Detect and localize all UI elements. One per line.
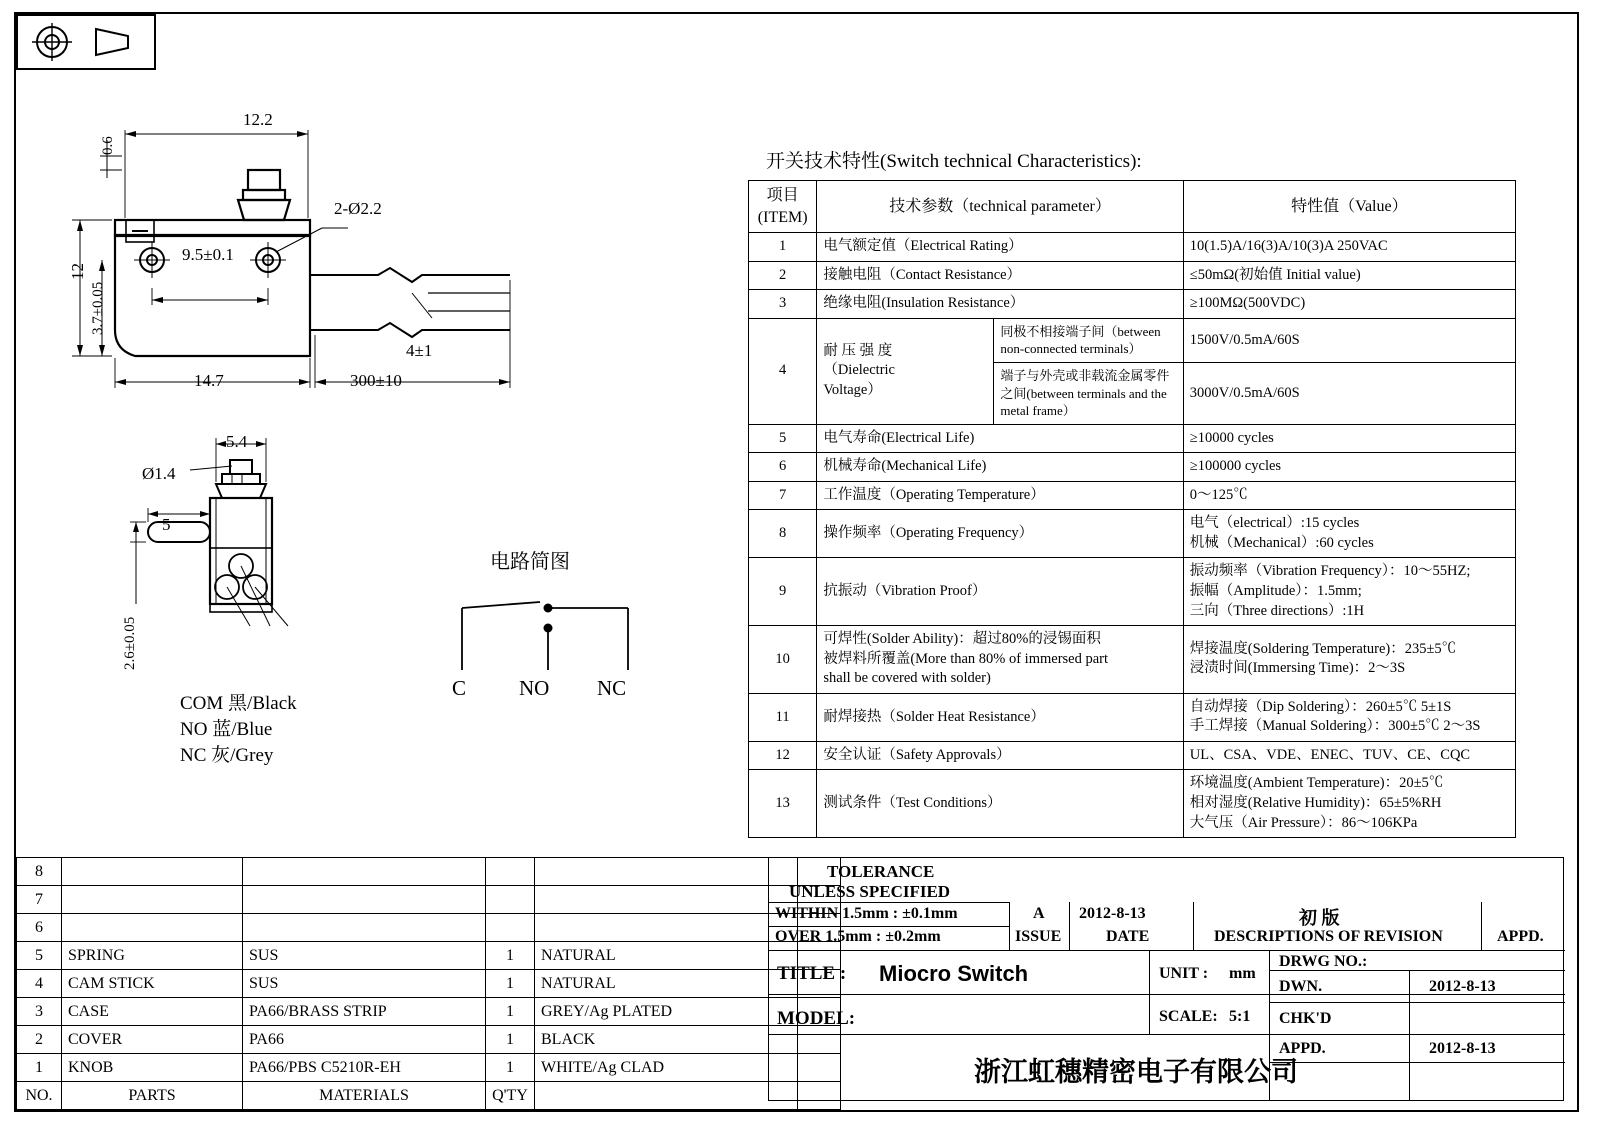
spec-row-no: 3 <box>749 290 817 319</box>
parts-footer-qty: Q'TY <box>486 1082 535 1110</box>
issue-label: ISSUE <box>1015 928 1062 945</box>
spec-row-no: 2 <box>749 261 817 290</box>
revision-description-value: 初 版 <box>1299 908 1340 928</box>
spec-row-param: 绝缘电阻(Insulation Resistance） <box>817 290 1183 319</box>
air-pressure: 大气压（Air Pressure）：86～106KPa <box>1189 814 1418 831</box>
part-qty: 1 <box>486 1054 535 1082</box>
spec-row-value <box>1183 510 1515 558</box>
parts-footer-no: NO. <box>17 1082 62 1110</box>
spec-row-no: 13 <box>749 770 817 838</box>
spec-row-12 <box>749 741 1516 770</box>
dim-0-6: 0.6 <box>100 136 116 155</box>
revision-date-label: DATE <box>1106 928 1150 945</box>
parts-footer-row <box>17 1082 841 1110</box>
parts-footer-parts: PARTS <box>62 1082 243 1110</box>
parts-list-table <box>16 857 841 1110</box>
solder-ability-l1: 可焊性(Solder Ability)：超过80%的浸锡面积 <box>823 631 1101 648</box>
scale-label: SCALE: <box>1159 1008 1218 1025</box>
spec-row-5 <box>749 424 1516 453</box>
op-freq-mechanical: 机械（Mechanical）:60 cycles <box>1189 534 1374 551</box>
model-label: MODEL: <box>777 1008 856 1029</box>
spec-row-6 <box>749 453 1516 482</box>
dim-300: 300±10 <box>350 371 402 390</box>
part-material <box>243 858 486 886</box>
tb-line <box>1069 902 1070 950</box>
part-no: 4 <box>17 970 62 998</box>
part-qty: 1 <box>486 998 535 1026</box>
spec-row-7 <box>749 481 1516 510</box>
parts-footer-materials: MATERIALS <box>243 1082 486 1110</box>
spec-row-value: 10(1.5)A/16(3)A/10(3)A 250VAC <box>1183 233 1515 262</box>
spec-row-no: 8 <box>749 510 817 558</box>
spec-row-8 <box>749 510 1516 558</box>
op-freq-electrical: 电气（electrical）:15 cycles <box>1189 515 1360 532</box>
spec-header-param: 技术参数（technical parameter） <box>817 181 1183 233</box>
spec-row-param: 耐焊接热（Solder Heat Resistance） <box>817 693 1183 741</box>
unless-specified-label: UNLESS SPECIFIED <box>789 882 951 901</box>
company-name: 浙江虹穗精密电子有限公司 <box>974 1057 1298 1087</box>
spec-row-param: 机械寿命(Mechanical Life) <box>817 453 1183 482</box>
spec-row-value: UL、CSA、VDE、ENEC、TUV、CE、CQC <box>1183 741 1515 770</box>
dim-4-1: 4±1 <box>406 341 433 360</box>
spec-header-item <box>749 181 817 233</box>
dielectric-line3: Voltage） <box>823 382 882 399</box>
spec-row-param: 电气额定值（Electrical Rating） <box>817 233 1183 262</box>
part-name: SPRING <box>62 942 243 970</box>
spec-row-param: 电气寿命(Electrical Life) <box>817 424 1183 453</box>
spec-row-no: 4 <box>749 318 817 424</box>
tolerance-label: TOLERANCE <box>827 862 935 881</box>
spec-row-value <box>1183 558 1515 626</box>
vib-directions: 三向（Three directions）:1H <box>1189 602 1365 619</box>
spec-row-param: 抗振动（Vibration Proof） <box>817 558 1183 626</box>
spec-header-value: 特性值（Value） <box>1183 181 1515 233</box>
solder-ability-l3: shall be covered with solder) <box>823 670 991 687</box>
circuit-diagram-title: 电路简图 <box>490 551 570 573</box>
spec-row-param: 测试条件（Test Conditions） <box>817 770 1183 838</box>
dip-soldering: 自动焊接（Dip Soldering）：260±5℃ 5±1S <box>1189 698 1452 715</box>
spec-row-param <box>817 626 1183 694</box>
spec-row-3 <box>749 290 1516 319</box>
soldering-temperature: 焊接温度(Soldering Temperature)：235±5℃ <box>1189 640 1457 657</box>
part-material <box>243 914 486 942</box>
part-material <box>243 886 486 914</box>
part-material: PA66 <box>243 1026 486 1054</box>
spec-row-value: ≤50mΩ(初始值 Initial value) <box>1183 261 1515 290</box>
spec-row-value <box>1183 770 1515 838</box>
part-finish <box>535 886 798 914</box>
solder-ability-l2: 被焊料所覆盖(More than 80% of immersed part <box>823 650 1109 667</box>
dim-2-dia-2-2: 2-Ø2.2 <box>334 199 382 218</box>
dim-5: 5 <box>162 515 171 534</box>
dwn-date: 2012-8-13 <box>1429 978 1496 995</box>
dim-3-7: 3.7±0.05 <box>90 281 106 335</box>
dwn-label: DWN. <box>1279 978 1323 995</box>
part-name: KNOB <box>62 1054 243 1082</box>
appd-date: 2012-8-13 <box>1429 1040 1496 1057</box>
parts-footer-finish <box>535 1082 798 1110</box>
title-label: TITLE : <box>777 963 847 984</box>
parts-row <box>17 914 841 942</box>
part-no: 7 <box>17 886 62 914</box>
vib-frequency: 振动频率（Vibration Frequency）：10～55HZ; <box>1189 563 1471 580</box>
dielectric-sub2: 端子与外壳或非载流金属零件之间(between terminals and the metal frame） <box>994 362 1183 424</box>
tb-line <box>769 950 1565 951</box>
part-no: 3 <box>17 998 62 1026</box>
tb-line <box>1269 1034 1565 1035</box>
parts-row <box>17 970 841 998</box>
wire-label-com: COM 黑/Black <box>180 693 297 714</box>
part-name <box>62 858 243 886</box>
part-qty: 1 <box>486 942 535 970</box>
spec-row-no: 6 <box>749 453 817 482</box>
spec-row-no: 11 <box>749 693 817 741</box>
spec-header-item-cn: 项目 <box>766 187 799 204</box>
spec-row-param <box>817 318 994 424</box>
parts-row <box>17 886 841 914</box>
part-no: 5 <box>17 942 62 970</box>
spec-row-10 <box>749 626 1516 694</box>
dim-12: 12 <box>68 263 87 280</box>
tolerance-within: WITHIN 1.5mm : ±0.1mm <box>775 905 958 922</box>
parts-row <box>17 942 841 970</box>
projection-symbol-box <box>16 14 156 70</box>
spec-row-value: ≥100000 cycles <box>1183 453 1515 482</box>
part-name <box>62 886 243 914</box>
spec-row-value <box>1183 626 1515 694</box>
part-material: PA66/PBS C5210R-EH <box>243 1054 486 1082</box>
tb-line <box>769 902 1009 903</box>
relative-humidity: 相对湿度(Relative Humidity)：65±5%RH <box>1189 795 1442 812</box>
revision-date-value: 2012-8-13 <box>1079 905 1146 922</box>
part-finish <box>535 858 798 886</box>
part-finish: NATURAL <box>535 970 798 998</box>
spec-row-2 <box>749 261 1516 290</box>
switch-side-view <box>60 100 620 420</box>
title-value: Miocro Switch <box>879 961 1029 986</box>
spec-row-no: 10 <box>749 626 817 694</box>
spec-row-value <box>1183 693 1515 741</box>
circuit-terminal-nc: NC <box>597 676 627 700</box>
dielectric-sub1: 同极不相接端子间（between non-connected terminals） <box>994 318 1183 362</box>
spec-row-13 <box>749 770 1516 838</box>
part-finish: NATURAL <box>535 942 798 970</box>
spec-row-11 <box>749 693 1516 741</box>
appd-label: APPD. <box>1279 1040 1326 1057</box>
wire-label-nc: NC 灰/Grey <box>180 745 274 766</box>
issue-value: A <box>1033 905 1045 922</box>
dim-5-4: 5.4 <box>226 432 248 451</box>
drwg-no-label: DRWG NO.: <box>1279 953 1368 970</box>
tb-line <box>1149 950 1150 1034</box>
spec-row-param: 操作频率（Operating Frequency） <box>817 510 1183 558</box>
scale-value: 5:1 <box>1229 1008 1251 1025</box>
manual-soldering: 手工焊接（Manual Soldering）：300±5℃ 2～3S <box>1189 718 1481 735</box>
part-qty <box>486 886 535 914</box>
dim-2-6: 2.6±0.05 <box>122 616 138 670</box>
part-material: SUS <box>243 970 486 998</box>
spec-table <box>748 180 1516 838</box>
spec-row-param: 工作温度（Operating Temperature） <box>817 481 1183 510</box>
dim-14-7: 14.7 <box>194 371 224 390</box>
part-finish <box>535 914 798 942</box>
tb-line <box>1269 1002 1565 1003</box>
circuit-diagram <box>440 580 660 690</box>
part-qty: 1 <box>486 1026 535 1054</box>
spec-row-param: 接触电阻（Contact Resistance） <box>817 261 1183 290</box>
spec-row-param: 安全认证（Safety Approvals） <box>817 741 1183 770</box>
part-name: CAM STICK <box>62 970 243 998</box>
parts-row <box>17 1054 841 1082</box>
dim-12-2: 12.2 <box>243 110 273 129</box>
vib-amplitude: 振幅（Amplitude）：1.5mm; <box>1189 582 1362 599</box>
spec-header-row <box>749 181 1516 233</box>
part-finish: WHITE/Ag CLAD <box>535 1054 798 1082</box>
part-finish: GREY/Ag PLATED <box>535 998 798 1026</box>
circuit-terminal-c: C <box>452 676 467 700</box>
tb-line <box>1193 902 1194 950</box>
part-qty: 1 <box>486 970 535 998</box>
part-qty <box>486 858 535 886</box>
dielectric-line2: （Dielectric <box>823 362 895 379</box>
part-name: COVER <box>62 1026 243 1054</box>
spec-row-no: 9 <box>749 558 817 626</box>
dielectric-val2: 3000V/0.5mA/60S <box>1183 362 1515 424</box>
part-material: SUS <box>243 942 486 970</box>
tb-line <box>1481 902 1482 950</box>
spec-row-no: 12 <box>749 741 817 770</box>
spec-row-value: 0～125℃ <box>1183 481 1515 510</box>
part-finish: BLACK <box>535 1026 798 1054</box>
parts-row <box>17 858 841 886</box>
chkd-label: CHK'D <box>1279 1010 1332 1027</box>
spec-row-no: 7 <box>749 481 817 510</box>
first-angle-projection-icon <box>18 16 154 68</box>
dim-9-5: 9.5±0.1 <box>182 245 234 264</box>
spec-row-no: 5 <box>749 424 817 453</box>
revision-appd-label: APPD. <box>1497 928 1544 945</box>
dielectric-line1: 耐 压 强 度 <box>823 342 893 359</box>
part-material: PA66/BRASS STRIP <box>243 998 486 1026</box>
wire-label-no: NO 蓝/Blue <box>180 719 273 740</box>
part-no: 1 <box>17 1054 62 1082</box>
part-no: 8 <box>17 858 62 886</box>
revision-description-label: DESCRIPTIONS OF REVISION <box>1214 928 1443 945</box>
part-name <box>62 914 243 942</box>
circuit-terminal-no: NO <box>519 676 550 700</box>
spec-row-4a <box>749 318 1516 362</box>
spec-row-9 <box>749 558 1516 626</box>
spec-row-value: ≥10000 cycles <box>1183 424 1515 453</box>
immersing-time: 浸渍时间(Immersing Time)：2～3S <box>1189 660 1406 677</box>
part-no: 6 <box>17 914 62 942</box>
unit-label: UNIT : <box>1159 965 1209 982</box>
spec-row-value: ≥100MΩ(500VDC) <box>1183 290 1515 319</box>
tolerance-over: OVER 1.5mm : ±0.2mm <box>775 928 941 945</box>
parts-row <box>17 1026 841 1054</box>
spec-row-1 <box>749 233 1516 262</box>
parts-row <box>17 998 841 1026</box>
spec-header-item-en: (ITEM) <box>757 208 808 226</box>
part-name: CASE <box>62 998 243 1026</box>
tb-line <box>1009 902 1010 950</box>
unit-value: mm <box>1229 965 1256 982</box>
part-no: 2 <box>17 1026 62 1054</box>
ambient-temperature: 环境温度(Ambient Temperature)：20±5℃ <box>1189 775 1444 792</box>
dielectric-val1: 1500V/0.5mA/60S <box>1183 318 1515 362</box>
spec-table-title: 开关技术特性(Switch technical Characteristics): <box>766 151 1142 172</box>
spec-row-no: 1 <box>749 233 817 262</box>
dim-dia-1-4: Ø1.4 <box>142 464 176 483</box>
part-qty <box>486 914 535 942</box>
